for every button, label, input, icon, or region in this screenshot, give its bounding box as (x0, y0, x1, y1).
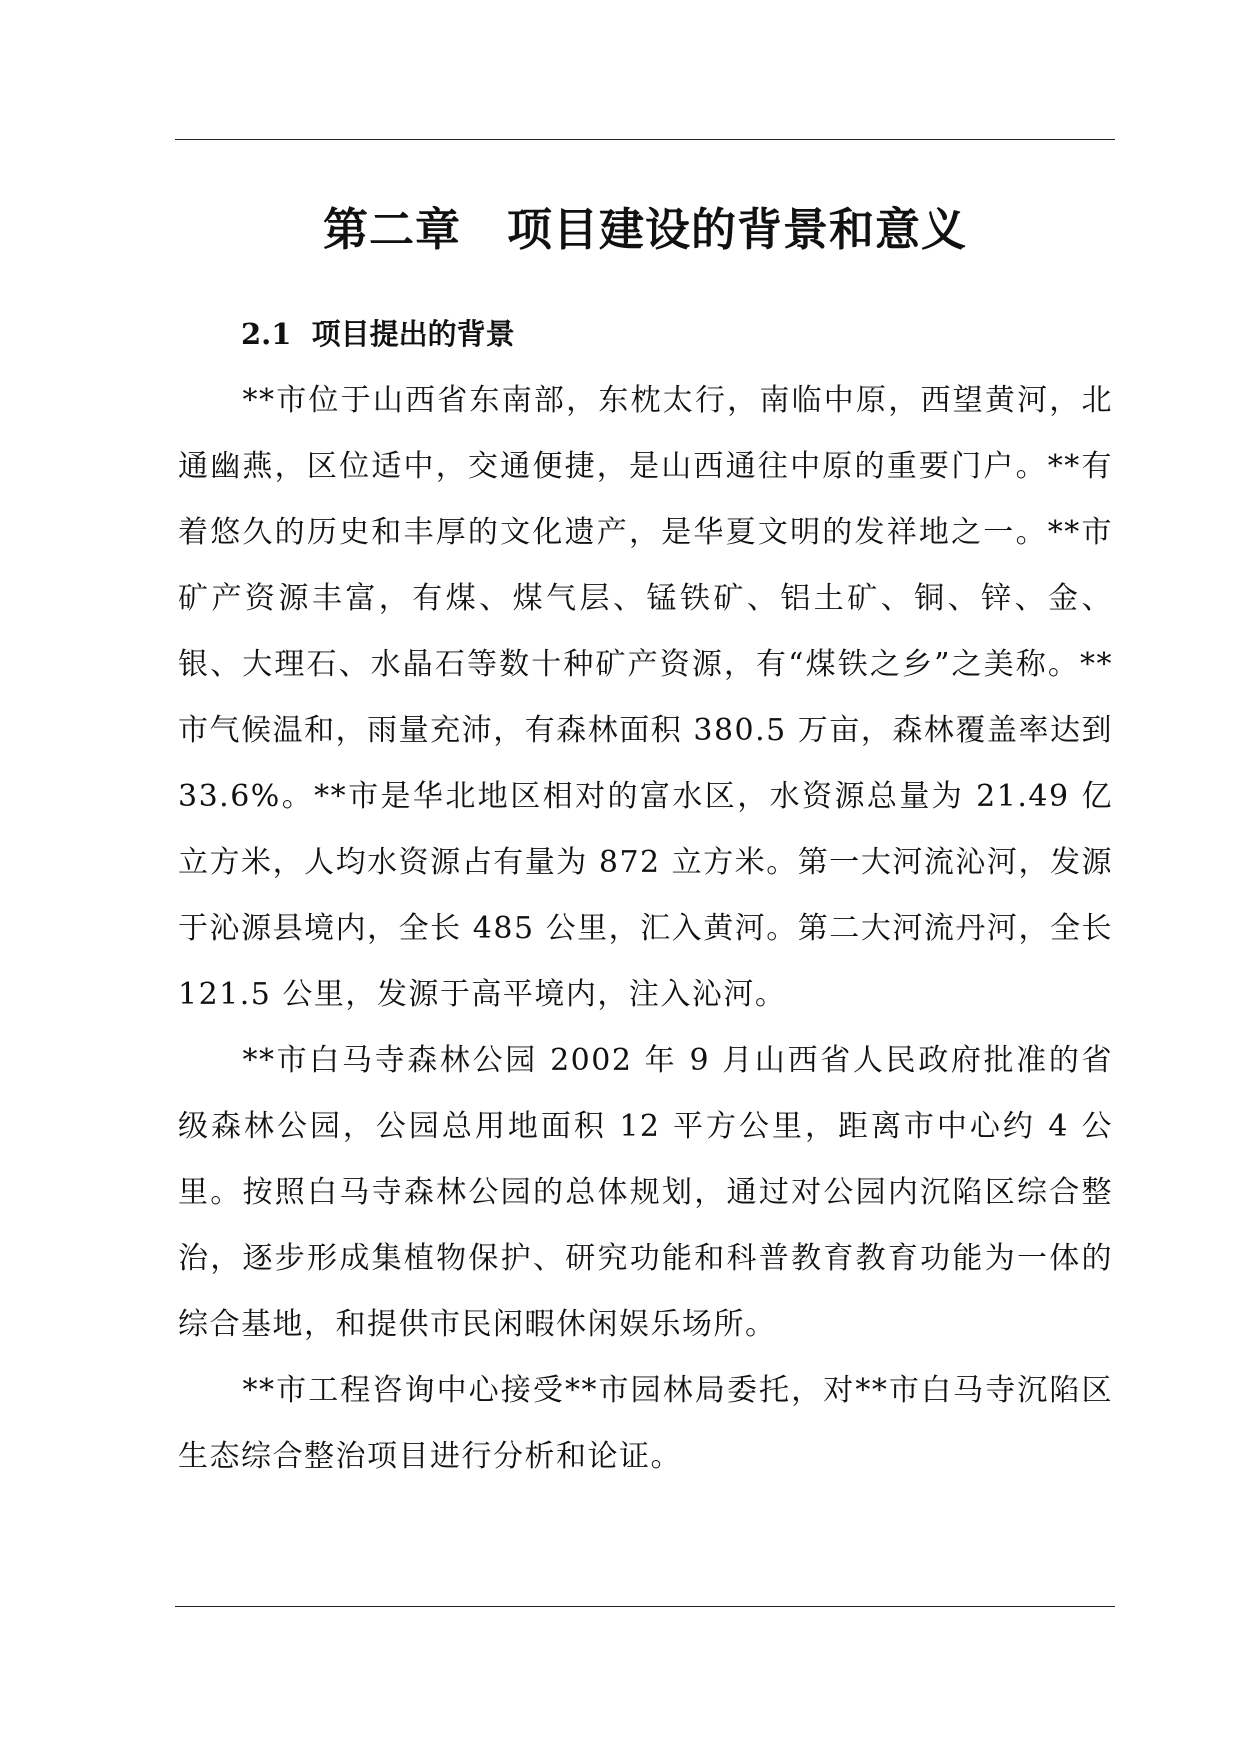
header-rule (175, 139, 1115, 140)
footer-rule (175, 1606, 1115, 1607)
paragraph-background: **市位于山西省东南部，东枕太行，南临中原，西望黄河，北通幽燕，区位适中，交通便捷，是山西通往中原的重要门户。**有着悠久的历史和丰厚的文化遗产，是华夏文明的发祥地之一。**市矿产资源丰富，有煤、煤气层、锰铁矿、铝土矿、铜、锌、金、银、大理石、水晶石等数十种矿产资源，有“煤铁之乡”之美称。**市气候温和，雨量充沛，有森林面积 380.5 万亩，森林覆盖率达到 33.6%。**市是华北地区相对的富水区，水资源总量为 21.49 亿立方米，人均水资源占有量为 872 立方米。第一大河流沁河，发源于沁源县境内，全长 485 公里，汇入黄河。第二大河流丹河，全长 121.5 公里，发源于高平境内，注入沁河。 (178, 383, 1113, 1012)
paragraph-consulting: **市工程咨询中心接受**市园林局委托，对**市白马寺沉陷区生态综合整治项目进行分析和论证。 (178, 1373, 1113, 1474)
chapter-title: 第二章 项目建设的背景和意义 (322, 203, 967, 256)
paragraph-forest-park: **市白马寺森林公园 2002 年 9 月山西省人民政府批准的省级森林公园，公园总用地面积 12 平方公里，距离市中心约 4 公里。按照白马寺森林公园的总体规划，通过对公园内沉陷区综合整治，逐步形成集植物保护、研究功能和科普教育教育功能为一体的综合基地，和提供市民闲暇休闲娱乐场所。 (178, 1043, 1113, 1342)
section-heading: 2.1 项目提出的背景 (241, 317, 515, 351)
